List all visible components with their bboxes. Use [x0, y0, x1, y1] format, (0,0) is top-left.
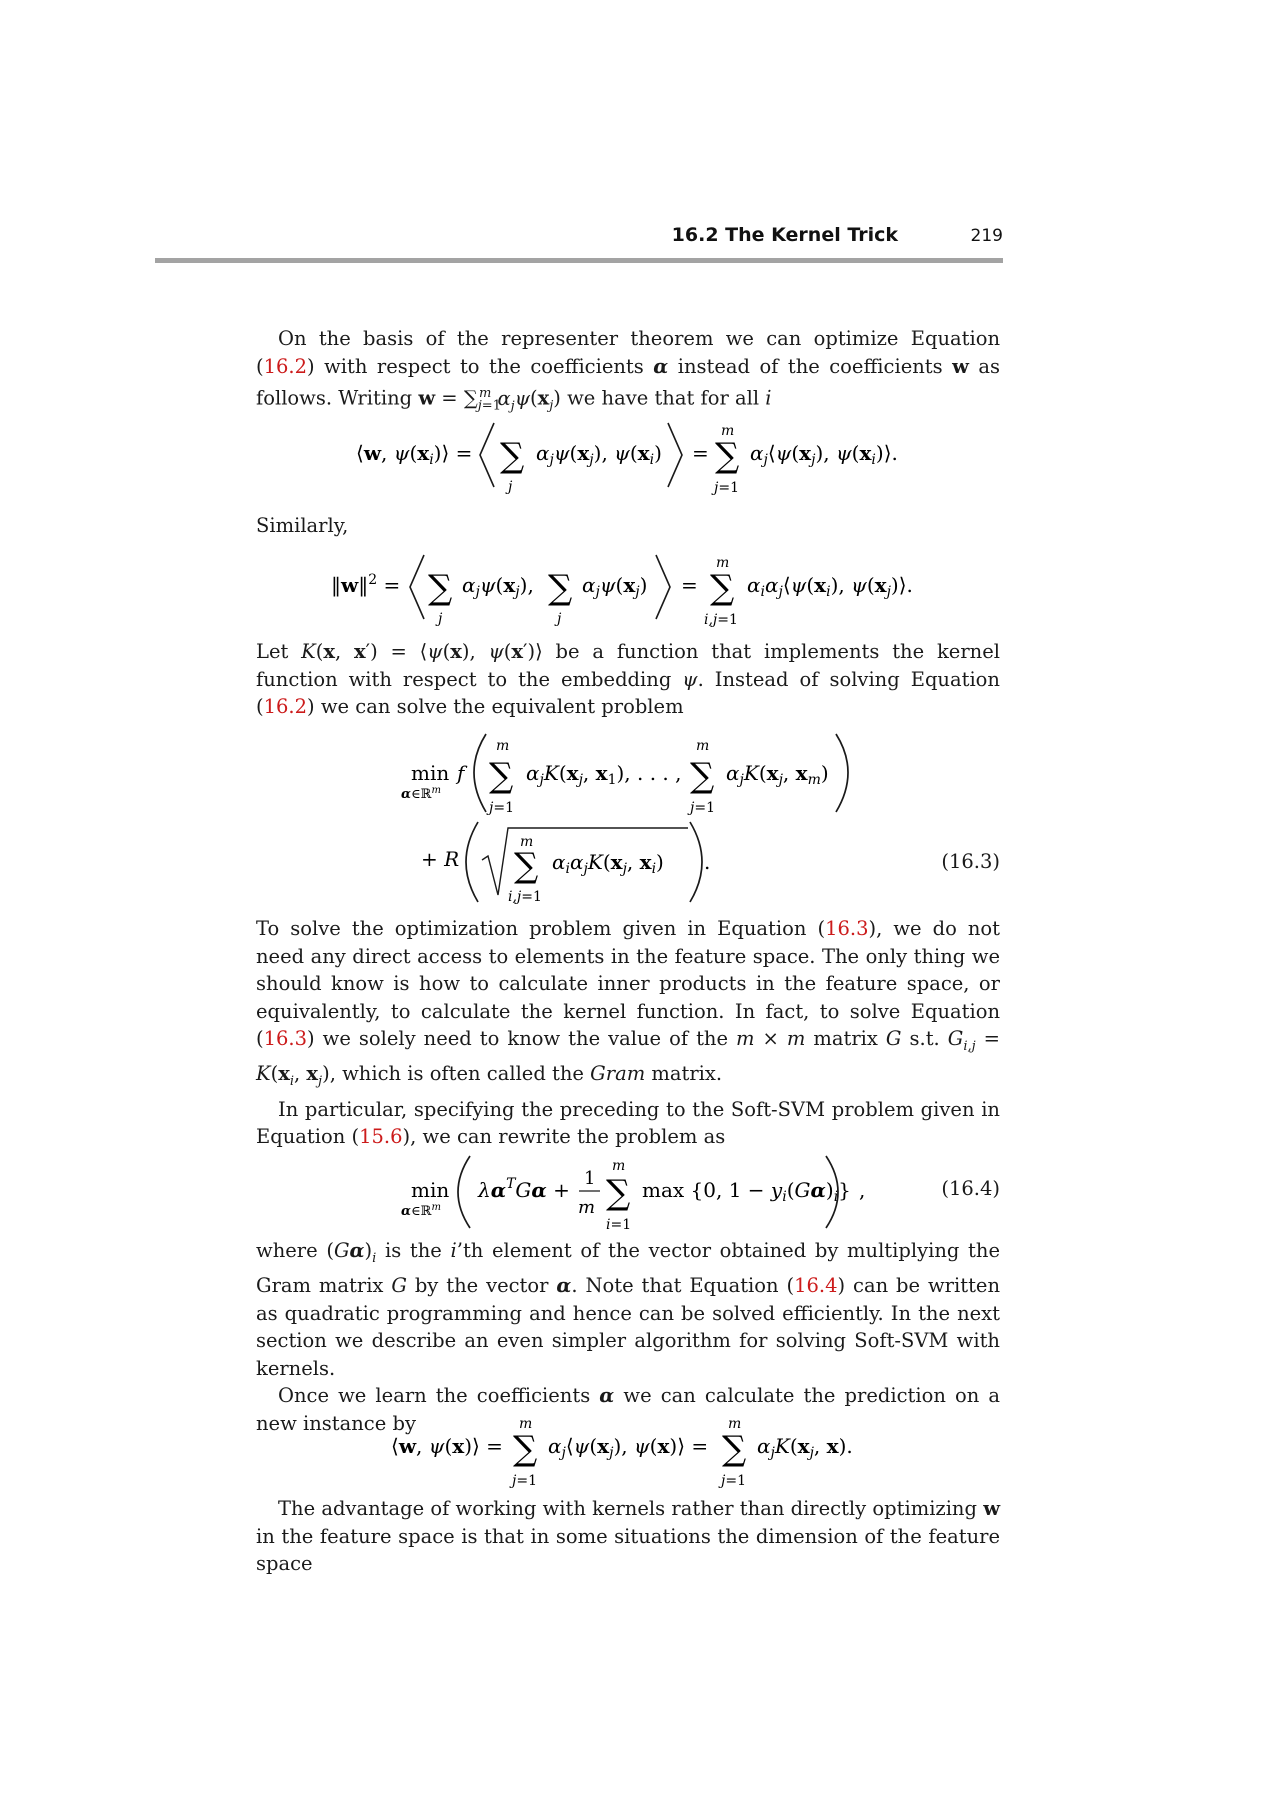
- svg-text:,: ,: [859, 1178, 866, 1202]
- para5-text-3: ’th element of the vector obtained by multiplying the Gram matrix: [256, 1239, 1000, 1298]
- section-title: 16.2 The Kernel Trick: [671, 224, 898, 246]
- para4-text-1: In particular, specifying the preceding to the Soft-SVM problem given in Equation (: [256, 1097, 1000, 1149]
- equation-norm: [256, 545, 1000, 630]
- svg-text:+ R: + R: [421, 847, 460, 871]
- equation-ref-16-2[interactable]: 16.2: [263, 354, 308, 378]
- svg-text:∑: ∑: [710, 568, 735, 608]
- svg-text:=: =: [681, 573, 698, 597]
- para2-text-4: ) we can solve the equivalent problem: [307, 695, 684, 718]
- svg-text:αjK(xj, xm): $\alpha_jK(x_j$, $x_m$): [726, 761, 829, 788]
- para2-text-3: . Instead of solving Equation (: [256, 667, 1000, 718]
- para7-text-2: in the feature space is that in some situations the dimension of the feature space: [256, 1524, 1000, 1575]
- para5-text-5: . Note that Equation (: [571, 1274, 795, 1298]
- svg-text:αjK(xj, x).: $\alpha_jK(x_j$, x).: [757, 1434, 853, 1461]
- svg-text:i,j=1: i,j=1: [508, 889, 542, 905]
- para1-text-3: instead of the coefficients: [668, 354, 953, 378]
- para3-text-1: To solve the optimization problem given in Equation (: [256, 917, 826, 940]
- svg-text:j: j: [438, 611, 443, 627]
- para5-text-6: ) can be written as quadratic programming and hence can be solved efficiently. In the next section we describe an even simpler algorithm for solving Soft-SVM with kernels.: [256, 1274, 1000, 1380]
- para5-text-1: where: [256, 1239, 327, 1262]
- equation-number-16-4: (16.4): [941, 1177, 1000, 1200]
- svg-text:αiαj⟨ψ(xi), ψ(xj)⟩.: $\alpha_i\alpha_j⟨\psi(x_i)$, $\psi(x_j)⟩$.: [747, 573, 913, 600]
- svg-text:αjψ(xj),: $\alpha_j\psi(x_j)$,: [462, 573, 534, 600]
- paragraph-5: where $(G\alpha)_i$ is the i’th element of the vector obtained by multiplying the Gram matrix G by the vector α. Note that Equation (16.4) can be written as quadratic programming and hence can be solved efficiently. In the next section we describe an even simpler algorithm for solving Soft-SVM with kernels. Once we learn the coefficients α we can calculate the prediction on a new instance by: [256, 1239, 1000, 1435]
- svg-text:∑: ∑: [514, 846, 539, 886]
- svg-text:∑: ∑: [500, 436, 525, 476]
- para3-text-5: s.t.: [901, 1027, 948, 1050]
- svg-text:α∈ℝm: α∈ℝ$^m$: [401, 1202, 441, 1219]
- para1-text-1: On the basis of the representer theorem we can optimize Equation (: [256, 327, 1000, 378]
- svg-text:i,j=1: i,j=1: [704, 612, 738, 628]
- svg-text:=: =: [692, 441, 709, 465]
- equation-ref-15-6[interactable]: 15.6: [359, 1125, 403, 1149]
- para5-text-2: is the: [376, 1239, 451, 1262]
- svg-text:αjK(xj, x1), . . . ,: $\alpha_jK(x_j$, $x_1$), . . . ,: [526, 761, 682, 788]
- svg-text:⟨w, ψ(xi)⟩ =: ⟨w, $\psi(x_i)⟩$ =: [356, 441, 473, 468]
- svg-text:m: m: [721, 423, 735, 439]
- para3-text-6: , which is often called the: [329, 1062, 591, 1086]
- equation-inner-product: [256, 415, 1000, 495]
- para6-text-1: Once we learn the coefficients: [278, 1384, 600, 1408]
- page-number: 219: [970, 226, 1003, 246]
- equation-16-4: [256, 1150, 1000, 1235]
- svg-text:min: min: [411, 761, 450, 785]
- svg-text:αj⟨ψ(xj), ψ(x)⟩ =: $\alpha_j⟨\psi(x_j)$, ψ(x)⟩ =: [548, 1434, 709, 1461]
- svg-text:αjψ(xj): $\alpha_j\psi(x_j)$: [582, 573, 648, 600]
- svg-text:j=1: j=1: [721, 1473, 746, 1488]
- svg-text:∑: ∑: [513, 1429, 538, 1469]
- svg-text:j=1: j=1: [714, 480, 739, 495]
- para3-text-3: ) we solely need to know the value of the: [307, 1027, 737, 1050]
- equation-ref-16-3a[interactable]: 16.3: [825, 917, 869, 940]
- svg-text:αjψ(xj), ψ(xi): $\alpha_j\psi(x_j)$, $\psi(x_i)$: [536, 441, 662, 468]
- similarly-text: Similarly,: [256, 514, 349, 537]
- svg-text:min: min: [411, 1178, 450, 1202]
- running-header: [155, 222, 1003, 258]
- svg-text:m: m: [612, 1158, 626, 1174]
- svg-text:m: m: [716, 555, 730, 571]
- paragraph-7: The advantage of working with kernels rather than directly optimizing w in the feature space is that in some situations the dimension of the feature space: [256, 1497, 1000, 1575]
- svg-text:m: m: [728, 1416, 742, 1432]
- para6-text-2: we can calculate the prediction on a new instance by: [256, 1384, 1000, 1435]
- svg-text:j=1: j=1: [690, 800, 715, 816]
- svg-text:∑: ∑: [489, 756, 514, 796]
- svg-text:∑: ∑: [606, 1173, 631, 1213]
- svg-text:j: j: [557, 611, 562, 627]
- para7-text-1: The advantage of working with kernels rather than directly optimizing: [278, 1497, 984, 1520]
- similarly-line: [256, 512, 1000, 540]
- equation-prediction: [256, 1408, 1000, 1488]
- para1-text-4: as follows. Writing: [256, 354, 1000, 410]
- para1-text-5: we have that for all: [560, 386, 766, 410]
- equation-ref-16-3b[interactable]: 16.3: [263, 1027, 308, 1050]
- svg-text:j=1: j=1: [512, 1473, 537, 1488]
- svg-text:j=1: j=1: [489, 800, 514, 816]
- svg-text:j: j: [508, 479, 513, 495]
- svg-text:m: m: [496, 738, 510, 754]
- svg-text:f: f: [457, 761, 465, 785]
- paragraph-2: Let K(x, x′) = ⟨ψ(x), ψ(x′)⟩ be a function that implements the kernel function with respect to the embedding ψ. Instead of solving Equation (16.2) we can solve the equivalent problem: [256, 640, 1000, 718]
- svg-text:λαTGα +: $\lambda\alpha^TG\alpha$ +: [478, 1176, 570, 1202]
- equation-ref-16-4[interactable]: 16.4: [794, 1274, 838, 1298]
- equation-ref-16-2b[interactable]: 16.2: [263, 695, 308, 718]
- svg-text:∑: ∑: [690, 756, 715, 796]
- para2-text-2: be a function that implements the kernel function with respect to the embedding: [256, 640, 1000, 691]
- paragraph-1: On the basis of the representer theorem we can optimize Equation (16.2) with respect to the coefficients α instead of the coefficients w as follows. Writing $w = \sum_{j=1}^m$ $\alpha_j\psi(x_j)$ we have that for all i: [256, 327, 1000, 414]
- svg-text:∑: ∑: [722, 1429, 747, 1469]
- paragraph-3: To solve the optimization problem given in Equation (16.3), we do not need any direct access to elements in the feature space. The only thing we should know is how to calculate inner products in the feature space, or equivalently, to calculate the kernel function. In fact, to solve Equation (16.3) we solely need to know the value of the m × m matrix G s.t. $G_{i,j} = K(x_i$, $x_j$), which is often called the Gram matrix. In particular, specifying the preceding to the Soft-SVM problem given in Equation (15.6), we can rewrite the problem as: [256, 917, 1001, 1149]
- svg-text:1: 1: [584, 1168, 596, 1189]
- svg-text:∑: ∑: [548, 568, 573, 608]
- svg-text:αj⟨ψ(xj), ψ(xi)⟩.: $\alpha_j⟨\psi(x_j)$, $\psi(x_i)⟩$.: [750, 441, 898, 468]
- svg-text:.: .: [704, 850, 711, 874]
- para5-text-4: by the vector: [406, 1274, 557, 1298]
- para1-text-2: ) with respect to the coefficients: [307, 354, 654, 378]
- svg-text:∑: ∑: [715, 436, 740, 476]
- svg-text:m: m: [578, 1197, 596, 1218]
- svg-text:αiαjK(xj, xi): $\alpha_i\alpha_jK(x_j$, $x_i$): [552, 850, 664, 877]
- para2-text-1: Let: [256, 640, 302, 663]
- para3-text-8: matrix.: [645, 1062, 723, 1086]
- svg-text:m: m: [519, 1416, 533, 1432]
- svg-text:⟨w, ψ(x)⟩ =: ⟨w, ψ(x)⟩ =: [391, 1434, 503, 1458]
- svg-text:‖w‖2 =: ‖w‖$^2$ =: [331, 572, 401, 597]
- equation-16-3: [256, 730, 1000, 905]
- para3-text-4: matrix: [805, 1027, 886, 1050]
- svg-text:max {0, 1 − yi(Gα)i}: max {0, $1 - y_i(G\alpha)_i$}: [642, 1178, 851, 1205]
- para4-text-2: ), we can rewrite the problem as: [402, 1125, 726, 1149]
- svg-text:m: m: [696, 738, 710, 754]
- para3-text-2: ), we do not need any direct access to elements in the feature space. The only thing we should know is how to calculate inner products in the feature space, or equivalently, to calculate the kernel function. In fact, to solve Equation (: [256, 917, 1000, 1050]
- svg-text:m: m: [520, 834, 534, 850]
- svg-text:α∈ℝm: α∈ℝ$^m$: [401, 785, 441, 802]
- svg-text:∑: ∑: [428, 568, 453, 608]
- gram-term: Gram: [590, 1062, 646, 1086]
- svg-text:i=1: i=1: [606, 1217, 632, 1233]
- equation-number-16-3: (16.3): [941, 850, 1000, 873]
- header-rule: [155, 258, 1003, 263]
